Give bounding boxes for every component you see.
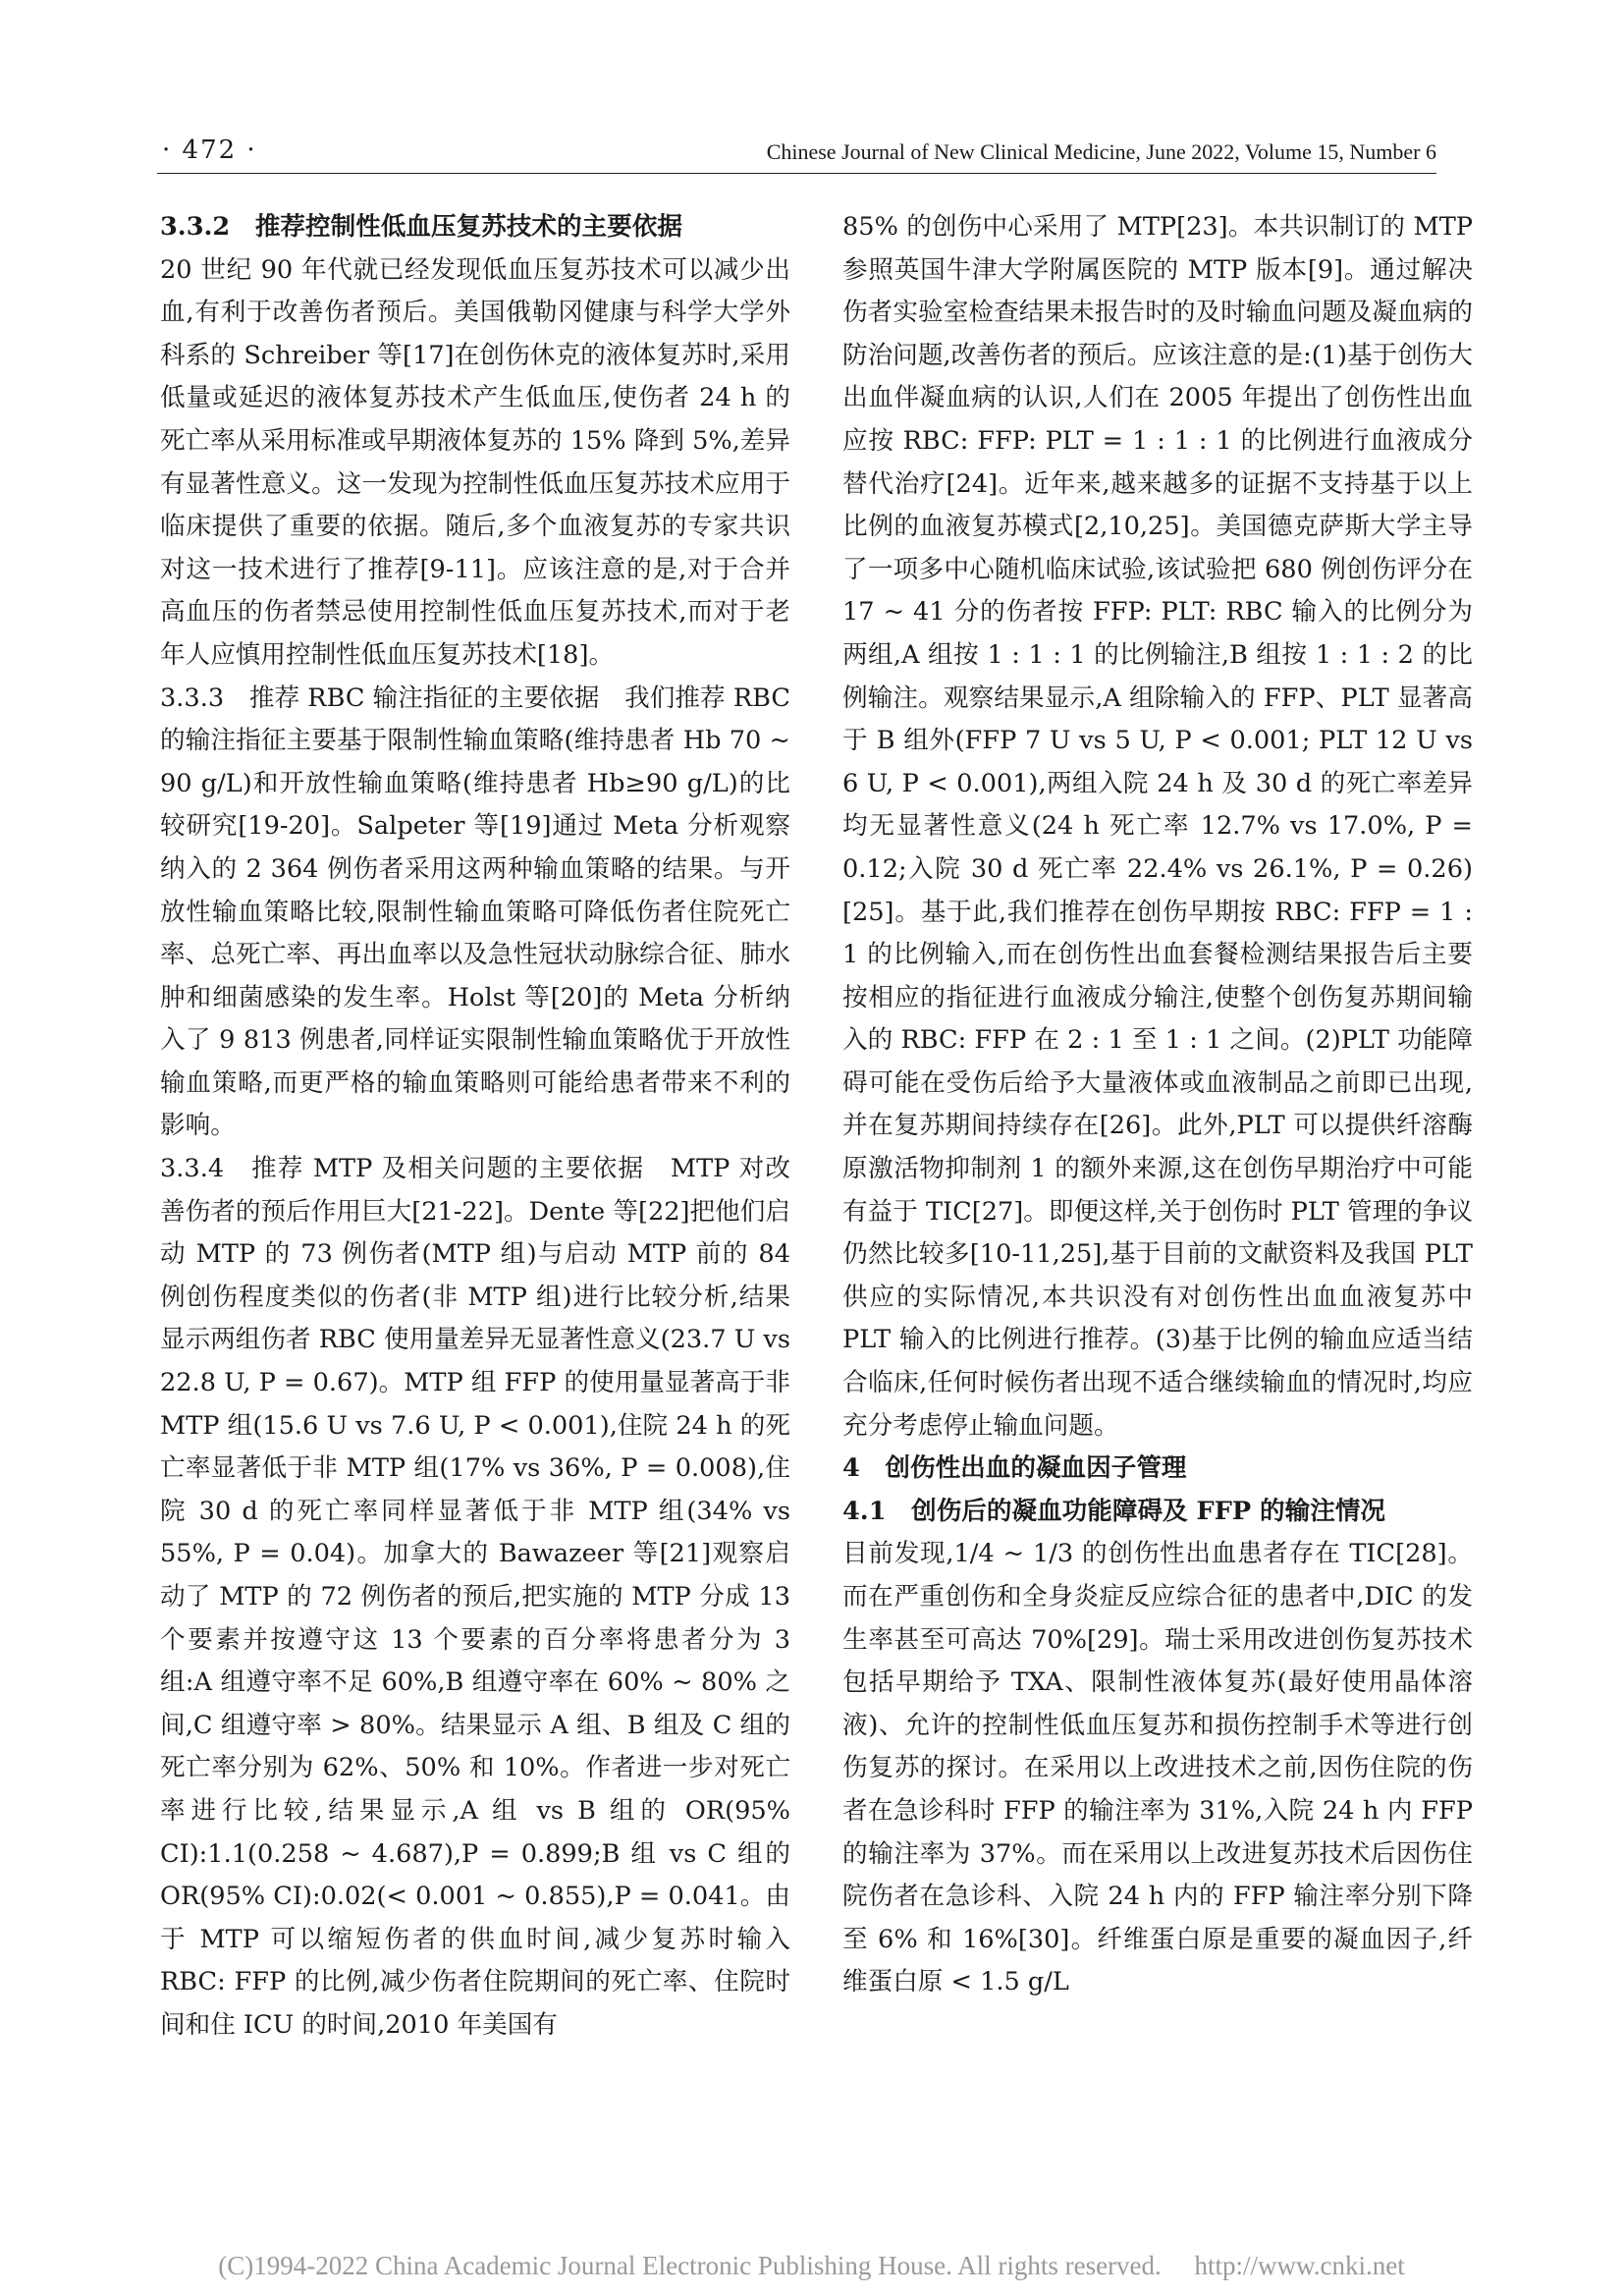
left-column bbox=[160, 206, 790, 2048]
paragraph: 目前发现,1/4 ~ 1/3 的创伤性出血患者存在 TIC[28]。而在严重创伤和全身炎症反应综合征的患者中,DIC 的发生率甚至可高达 70%[29]。瑞士采用改进创伤复苏技术包括早期给予 TXA、限制性液体复苏(最好使用晶体溶液)、允许的控制性低血压复苏和损伤控制手术等进行创伤复苏的探讨。在采用以上改进技术之前,因伤住院的伤者在急诊科时 FFP 的输注率为 31%,入院 24 h 内 FFP 的输注率为 37%。而在采用以上改进复苏技术后因伤住院伤者在急诊科、入院 24 h 内的 FFP 输注率分别下降至 6% 和 16%[30]。纤维蛋白原是重要的凝血因子,纤维蛋白原 < 1.5 g/L bbox=[842, 1539, 1473, 1997]
paragraph: 85% 的创伤中心采用了 MTP[23]。本共识制订的 MTP 参照英国牛津大学附属医院的 MTP 版本[9]。通过解决伤者实验室检查结果未报告时的及时输血问题及凝血病的防治问题,改善伤者的预后。应该注意的是:(1)基于创伤大出血伴凝血病的认识,人们在 2005 年提出了创伤性出血应按 RBC: FFP: PLT = 1 : 1 : 1 的比例进行血液成分替代治疗[24]。近年来,越来越多的证据不支持基于以上比例的血液复苏模式[2,10,25]。美国德克萨斯大学主导了一项多中心随机临床试验,该试验把 680 例创伤评分在 17 ~ 41 分的伤者按 FFP: PLT: RBC 输入的比例分为两组,A 组按 1 : 1 : 1 的比例输注,B 组按 1 : 1 : 2 的比例输注。观察结果显示,A 组除输入的 FFP、PLT 显著高于 B 组外(FFP 7 U vs 5 U, P < 0.001; PLT 12 U vs 6 U, P < 0.001),两组入院 24 h 及 30 d 的死亡率差异均无显著性意义(24 h 死亡率 12.7% vs 17.0%, P = 0.12;入院 30 d 死亡率 22.4% vs 26.1%, P = 0.26)[25]。基于此,我们推荐在创伤早期按 RBC: FFP = 1 : 1 的比例输入,而在创伤性出血套餐检测结果报告后主要按相应的指征进行血液成分输注,使整个创伤复苏期间输入的 RBC: FFP 在 2 : 1 至 1 : 1 之间。(2)PLT 功能障碍可能在受伤后给予大量液体或血液制品之前即已出现,并在复苏期间持续存在[26]。此外,PLT 可以提供纤溶酶原激活物抑制剂 1 的额外来源,这在创伤早期治疗中可能有益于 TIC[27]。即便这样,关于创伤时 PLT 管理的争议仍然比较多[10-11,25],基于目前的文献资料及我国 PLT 供应的实际情况,本共识没有对创伤性出血血液复苏中 PLT 输入的比例进行推荐。(3)基于比例的输血应适当结合临床,任何时候伤者出现不适合继续输血的情况时,均应充分考虑停止输血问题。 bbox=[842, 212, 1473, 1441]
page-number: · 472 · bbox=[162, 136, 257, 165]
running-header: Chinese Journal of New Clinical Medicine, June 2022, Volume 15, Number 6 bbox=[766, 139, 1436, 164]
paragraph: 3.3.3 推荐 RBC 输注指征的主要依据 我们推荐 RBC 的输注指征主要基于限制性输血策略(维持患者 Hb 70 ~ 90 g/L)和开放性输血策略(维持患者 Hb≥90 g/L)的比较研究[19-20]。Salpeter 等[19]通过 Meta 分析观察纳入的 2 364 例伤者采用这两种输血策略的结果。与开放性输血策略比较,限制性输血策略可降低伤者住院死亡率、总死亡率、再出血率以及急性冠状动脉综合征、肺水肿和细菌感染的发生率。Holst 等[20]的 Meta 分析纳入了 9 813 例患者,同样证实限制性输血策略优于开放性输血策略,而更严格的输血策略则可能给患者带来不利的影响。 bbox=[160, 683, 790, 1141]
section-heading-4-1: 4.1 创伤后的凝血功能障碍及 FFP 的输注情况 bbox=[842, 1496, 1386, 1526]
footer bbox=[0, 2251, 1623, 2281]
header-rule bbox=[157, 173, 1436, 174]
copyright-text: (C)1994-2022 China Academic Journal Electronic Publishing House. All rights reserved. bbox=[218, 2251, 1162, 2280]
section-heading-3-3-2: 3.3.2 推荐控制性低血压复苏技术的主要依据 bbox=[160, 212, 682, 242]
paragraph: 20 世纪 90 年代就已经发现低血压复苏技术可以减少出血,有利于改善伤者预后。美国俄勒冈健康与科学大学外科系的 Schreiber 等[17]在创伤休克的液体复苏时,采用低量或延迟的液体复苏技术产生低血压,使伤者 24 h 的死亡率从采用标准或早期液体复苏的 15% 降到 5%,差异有显著性意义。这一发现为控制性低血压复苏技术应用于临床提供了重要的依据。随后,多个血液复苏的专家共识对这一技术进行了推荐[9-11]。应该注意的是,对于合并高血压的伤者禁忌使用控制性低血压复苏技术,而对于老年人应慎用控制性低血压复苏技术[18]。 bbox=[160, 254, 790, 670]
footer-link[interactable]: http://www.cnki.net bbox=[1194, 2251, 1405, 2280]
section-heading-4: 4 创伤性出血的凝血因子管理 bbox=[842, 1453, 1187, 1484]
right-column bbox=[842, 206, 1473, 2004]
paragraph: 3.3.4 推荐 MTP 及相关问题的主要依据 MTP 对改善伤者的预后作用巨大[21-22]。Dente 等[22]把他们启动 MTP 的 73 例伤者(MTP 组)与启动 MTP 前的 84 例创伤程度类似的伤者(非 MTP 组)进行比较分析,结果显示两组伤者 RBC 使用量差异无显著性意义(23.7 U vs 22.8 U, P = 0.67)。MTP 组 FFP 的使用量显著高于非 MTP 组(15.6 U vs 7.6 U, P < 0.001),住院 24 h 的死亡率显著低于非 MTP 组(17% vs 36%, P = 0.008),住院 30 d 的死亡率同样显著低于非 MTP 组(34% vs 55%, P = 0.04)。加拿大的 Bawazeer 等[21]观察启动了 MTP 的 72 例伤者的预后,把实施的 MTP 分成 13 个要素并按遵守这 13 个要素的百分率将患者分为 3 组:A 组遵守率不足 60%,B 组遵守率在 60% ~ 80% 之间,C 组遵守率 > 80%。结果显示 A 组、B 组及 C 组的死亡率分别为 62%、50% 和 10%。作者进一步对死亡率进行比较,结果显示,A 组 vs B 组的 OR(95% CI):1.1(0.258 ~ 4.687),P = 0.899;B 组 vs C 组的 OR(95% CI):0.02(< 0.001 ~ 0.855),P = 0.041。由于 MTP 可以缩短伤者的供血时间,减少复苏时输入 RBC: FFP 的比例,减少伤者住院期间的死亡率、住院时间和住 ICU 的时间,2010 年美国有 bbox=[160, 1154, 790, 2040]
